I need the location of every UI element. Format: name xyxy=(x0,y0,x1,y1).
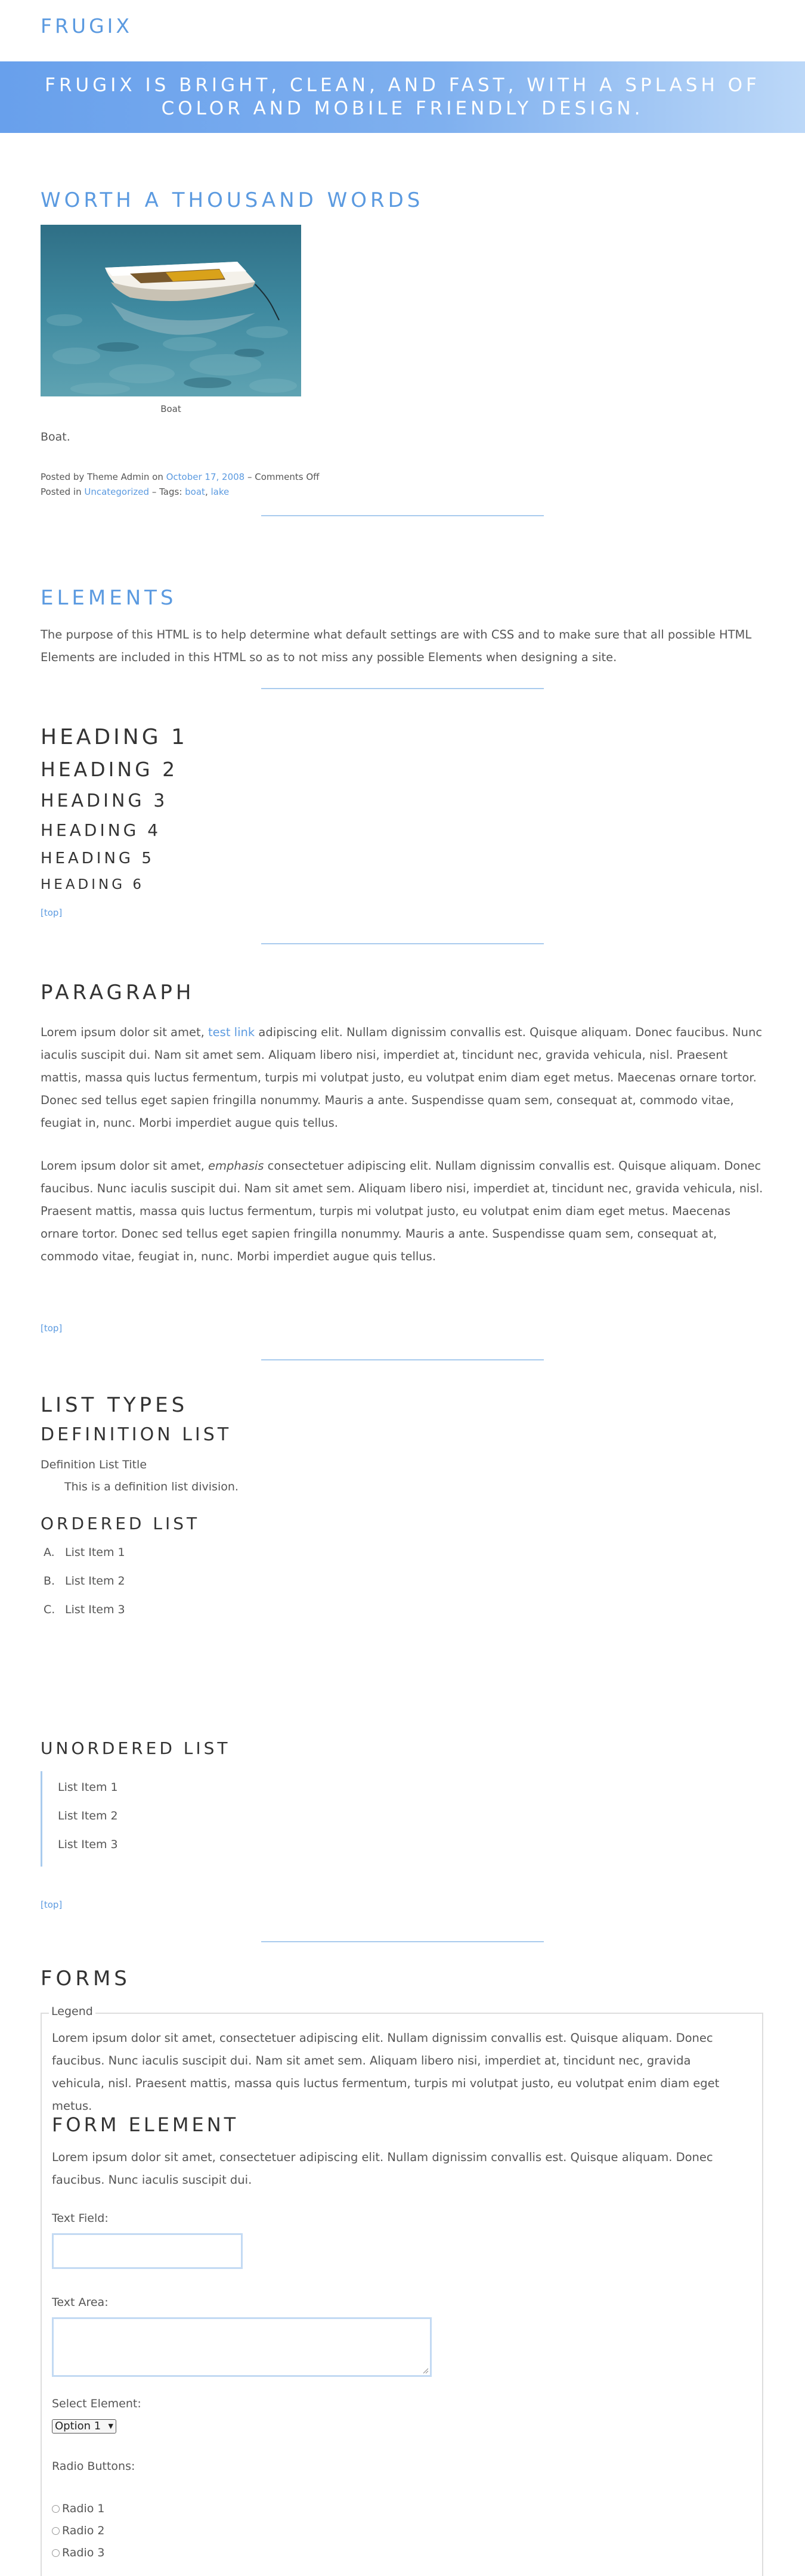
site-header xyxy=(0,0,805,61)
definition-term: Definition List Title xyxy=(41,1458,147,1471)
divider xyxy=(261,943,544,944)
form-element-text: Lorem ipsum dolor sit amet, consectetuer adipiscing elit. Nullam dignissim convallis est. Quisque aliquam. Donec faucibus. Nunc iaculis suscipit dui. xyxy=(52,2150,713,2187)
paragraph-1-start: Lorem ipsum dolor sit amet, xyxy=(41,1025,205,1039)
divider xyxy=(261,1941,544,1942)
ordered-list-item xyxy=(41,1602,125,1617)
tag-link-lake[interactable]: lake xyxy=(210,486,230,497)
hero-banner xyxy=(0,61,805,133)
list-marker: C. xyxy=(44,1603,55,1616)
radio-circle-icon[interactable] xyxy=(52,2527,60,2535)
radio-option[interactable] xyxy=(52,2501,105,2516)
list-marker: B. xyxy=(44,1574,55,1588)
site-title[interactable]: FRUGIX xyxy=(41,14,132,38)
unordered-list-title: UNORDERED LIST xyxy=(41,1738,231,1758)
tag-link-boat[interactable]: boat xyxy=(185,486,205,497)
definition-list-title: DEFINITION LIST xyxy=(41,1424,232,1445)
boat-image xyxy=(41,225,301,396)
ordered-list-item xyxy=(41,1545,125,1560)
top-link[interactable]: [top] xyxy=(41,907,63,918)
paragraph-1 xyxy=(41,1021,763,1134)
chevron-down-icon: ▼ xyxy=(108,2422,113,2430)
paragraph-2-start: Lorem ipsum dolor sit amet, xyxy=(41,1159,205,1173)
resize-handle-icon[interactable] xyxy=(423,2368,429,2374)
form-element-title: FORM ELEMENT xyxy=(52,2113,239,2136)
radio-option[interactable] xyxy=(52,2524,105,2538)
unordered-list-accent-bar xyxy=(41,1771,42,1867)
top-link[interactable]: [top] xyxy=(41,1899,63,1910)
radio-option-label: Radio 2 xyxy=(62,2524,105,2537)
radio-option-label: Radio 3 xyxy=(62,2546,105,2559)
paragraph-1-rest: adipiscing elit. Nullam dignissim convallis est. Quisque aliquam. Donec faucibus. Nunc iaculis suscipit dui. Nam sit amet sem. Aliquam libero nisi, imperdiet at, tincidunt nec, gravida vehicula, nisl. Praesent mattis, massa quis luctus fermentum, turpis mi volutpat justo, eu volutpat enim diam eget metus. Maecenas ornare tortor. Donec sed tellus eget sapien fringilla nonummy. Mauris a ante. Suspendisse quam sem, consequat at, commodo vitae, feugiat in, nunc. Morbi imperdiet augue quis tellus. xyxy=(41,1025,763,1130)
radio-circle-icon[interactable] xyxy=(52,2505,60,2513)
unordered-list-item: List Item 3 xyxy=(58,1838,118,1851)
heading-1: HEADING 1 xyxy=(41,725,188,749)
list-types-title: LIST TYPES xyxy=(41,1393,188,1417)
heading-4: HEADING 4 xyxy=(41,820,162,840)
list-item-text: List Item 3 xyxy=(65,1603,125,1616)
list-marker: A. xyxy=(44,1546,55,1559)
radio-option[interactable] xyxy=(52,2546,105,2560)
list-item-text: List Item 1 xyxy=(65,1546,125,1559)
posted-by-text: Posted by Theme Admin on xyxy=(41,472,163,482)
emphasis-text: emphasis xyxy=(208,1159,264,1173)
ordered-list-item xyxy=(41,1574,125,1589)
tag-separator: , xyxy=(205,486,208,497)
heading-2: HEADING 2 xyxy=(41,758,178,781)
select-box[interactable] xyxy=(52,2419,116,2434)
fieldset-legend: Legend xyxy=(49,2004,95,2019)
post-title[interactable]: WORTH A THOUSAND WORDS xyxy=(41,188,424,212)
text-area-label: Text Area: xyxy=(52,2296,109,2309)
image-caption: Boat xyxy=(160,404,181,414)
post-meta-line-2 xyxy=(41,485,229,499)
legend-paragraph: Lorem ipsum dolor sit amet, consectetuer adipiscing elit. Nullam dignissim convallis est. Quisque aliquam. Donec faucibus. Nunc iaculis suscipit dui. Nam sit amet sem. Aliquam libero nisi, imperdiet at, tincidunt nec, gravida vehicula, nisl. Praesent mattis, massa quis luctus fermentum, turpis mi volutpat justo, eu volutpat enim diam eget metus. xyxy=(52,2031,720,2113)
post-body: Boat. xyxy=(41,430,70,444)
post-date-link[interactable]: October 17, 2008 xyxy=(166,472,245,482)
unordered-list-item: List Item 2 xyxy=(58,1809,118,1822)
text-area-input[interactable] xyxy=(52,2317,432,2377)
elements-title[interactable]: ELEMENTS xyxy=(41,586,177,610)
radio-option-label: Radio 1 xyxy=(62,2502,105,2515)
paragraph-2 xyxy=(41,1155,763,1268)
forms-title: FORMS xyxy=(41,1967,131,1991)
divider xyxy=(261,515,544,516)
text-field-input[interactable] xyxy=(52,2233,243,2269)
definition-description: This is a definition list division. xyxy=(64,1480,239,1493)
text-field-label: Text Field: xyxy=(52,2212,109,2225)
tags-label: – Tags: xyxy=(151,486,182,497)
heading-5: HEADING 5 xyxy=(41,850,154,867)
post-meta-line-1 xyxy=(41,470,320,484)
posted-in-text: Posted in xyxy=(41,486,82,497)
ordered-list-title: ORDERED LIST xyxy=(41,1514,200,1533)
test-link[interactable]: test link xyxy=(208,1025,255,1039)
radio-label: Radio Buttons: xyxy=(52,2460,135,2473)
unordered-list-item: List Item 1 xyxy=(58,1781,118,1794)
select-label: Select Element: xyxy=(52,2397,141,2410)
select-element[interactable] xyxy=(52,2417,116,2435)
heading-6: HEADING 6 xyxy=(41,877,145,892)
list-item-text: List Item 2 xyxy=(65,1574,125,1588)
paragraph-2-rest: consectetuer adipiscing elit. Nullam dignissim convallis est. Quisque aliquam. Donec faucibus. Nunc iaculis suscipit dui. Nam sit amet sem. Aliquam libero nisi, imperdiet at, tincidunt nec, gravida vehicula, nisl. Praesent mattis, massa quis luctus fermentum, turpis mi volutpat justo, eu volutpat enim diam eget metus. Maecenas ornare tortor. Donec sed tellus eget sapien fringilla nonummy. Mauris a ante. Suspendisse quam sem, consequat at, commodo vitae, feugiat in, nunc. Morbi imperdiet augue quis tellus. xyxy=(41,1159,763,1263)
banner-tagline: FRUGIX IS BRIGHT, CLEAN, AND FAST, WITH A SPLASH OF COLOR AND MOBILE FRIENDLY DESIGN. xyxy=(45,75,760,119)
divider xyxy=(261,1359,544,1360)
heading-3: HEADING 3 xyxy=(41,791,168,811)
radio-circle-icon[interactable] xyxy=(52,2549,60,2557)
divider xyxy=(261,688,544,689)
category-link[interactable]: Uncategorized xyxy=(84,486,150,497)
elements-intro: The purpose of this HTML is to help determine what default settings are with CSS and to make sure that all possible HTML Elements are included in this HTML so as to not miss any possible Elements when designing a site. xyxy=(41,628,752,664)
select-value: Option 1 xyxy=(55,2420,101,2432)
top-link[interactable]: [top] xyxy=(41,1323,63,1334)
comments-status: – Comments Off xyxy=(247,472,320,482)
paragraph-title: PARAGRAPH xyxy=(41,981,195,1005)
